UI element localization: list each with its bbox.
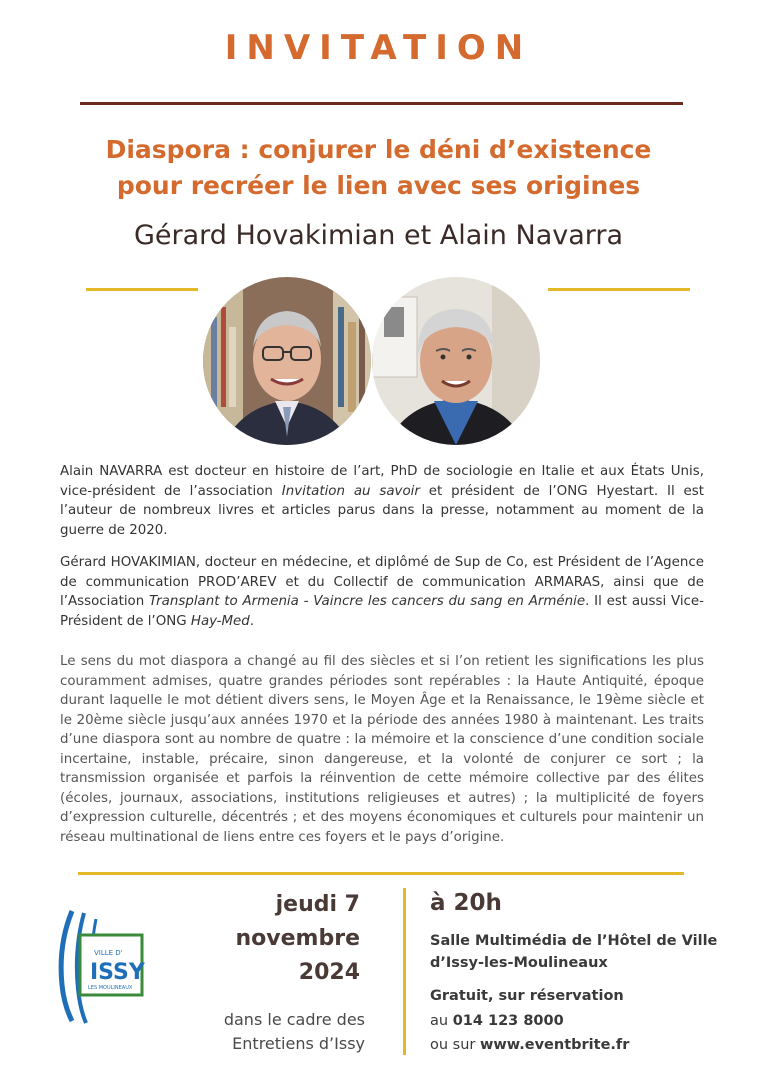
- event-venue: [430, 930, 730, 974]
- event-subtitle: [0, 132, 757, 204]
- bio-navarra-association: Invitation au savoir: [281, 483, 420, 499]
- context-line-1: dans le cadre des: [223, 1010, 365, 1029]
- logo-small-text: VILLE D': [94, 949, 123, 957]
- date-year: 2024: [298, 960, 360, 985]
- bio-hovakimian: [60, 553, 704, 631]
- bio-hovakimian-ong: Hay-Med: [190, 613, 250, 629]
- gold-rule-right: [548, 288, 690, 291]
- bio-navarra-text-2: et président de l’ONG Hyestart. Il est l’auteur de nombreux livres et articles parus dans la presse, notamment au moment de la guerre de 2020.: [60, 483, 704, 538]
- bio-hovakimian-association: Transplant to Armenia - Vaincre les cancers du sang en Arménie: [149, 594, 586, 609]
- event-time: à 20h: [430, 890, 502, 916]
- date-month: novembre: [235, 926, 360, 951]
- subtitle-line-1: Diaspora : conjurer le déni d’existence: [105, 135, 652, 164]
- bio-hovakimian-text-3: .: [249, 613, 255, 629]
- top-divider: [80, 102, 683, 105]
- subtitle-line-2: pour recréer le lien avec ses origines: [116, 171, 641, 200]
- logo-main-text: ISSY: [90, 960, 145, 985]
- diaspora-essay: Le sens du mot diaspora a changé au fil des siècles et si l’on retient les significations les plus couramment admises, quatre grandes périodes sont repérables : la Haute Antiquité, époque durant laquelle le mot détient divers sens, le Moyen Âge et la Renaissance, le 19ème siècle et le 20ème siècle jusqu’aux années 1970 et la période des années 1980 à maintenant. Les traits d’une diaspora sont au nombre de quatre : la mémoire et la conscience d’une condition sociale incertaine, instable, précaire, sinon dangereuse, et la volonté de conjurer ce sort ; la transmission organisée et parfois la réinvention de cette mémoire collective par des élites (écoles, journaux, associations, institutions religieuses et autres) ; la multiplicité de foyers d’expression culturelle, décentrés ; et des moyens économiques et culturels pour maintenir un réseau multinational de liens entre ces foyers et le pays d’origine.: [60, 654, 704, 845]
- reservation-web: [430, 1037, 629, 1053]
- vertical-divider: [403, 888, 406, 1055]
- bio-navarra: [60, 462, 704, 540]
- phone-number[interactable]: 014 123 8000: [452, 1013, 564, 1029]
- venue-line-1: Salle Multimédia de l’Hôtel de Ville: [430, 933, 718, 949]
- event-pricing: Gratuit, sur réservation: [430, 988, 624, 1004]
- event-date: [180, 888, 360, 990]
- portrait-photo-2: [372, 277, 540, 445]
- gold-rule-bottom: [78, 872, 684, 875]
- date-day: jeudi 7: [275, 892, 360, 917]
- reservation-phone: [430, 1013, 564, 1029]
- event-context: [180, 1008, 365, 1056]
- bio-hovakimian-text-1: Gérard HOVAKIMIAN, docteur en médecine, et diplômé de Sup de Co, est Président de l’Agence de communication PROD’AREV et du Collectif de communication ARMARAS, ainsi que de l’Association: [60, 555, 704, 609]
- logo-sub-text: LES MOULINEAUX: [88, 985, 133, 991]
- speakers-names: Gérard Hovakimian et Alain Navarra: [133, 220, 624, 251]
- bio-hovakimian-text-2: . Il est aussi Vice-Président de l’ONG: [60, 594, 704, 629]
- eventbrite-link[interactable]: www.eventbrite.fr: [480, 1037, 630, 1053]
- gold-rule-left: [86, 288, 198, 291]
- portrait-photo-1: [203, 277, 371, 445]
- venue-line-2: d’Issy-les-Moulineaux: [430, 955, 608, 971]
- bio-navarra-text-1: Alain NAVARRA est docteur en histoire de l’art, PhD de sociologie en Italie et aux États Unis, vice-président de l’association: [60, 464, 704, 499]
- web-prefix: ou sur: [430, 1037, 480, 1053]
- phone-prefix: au: [430, 1013, 453, 1029]
- context-line-2: Entretiens d’Issy: [232, 1034, 365, 1053]
- issy-logo: [50, 905, 150, 1027]
- invitation-title: INVITATION: [224, 28, 533, 68]
